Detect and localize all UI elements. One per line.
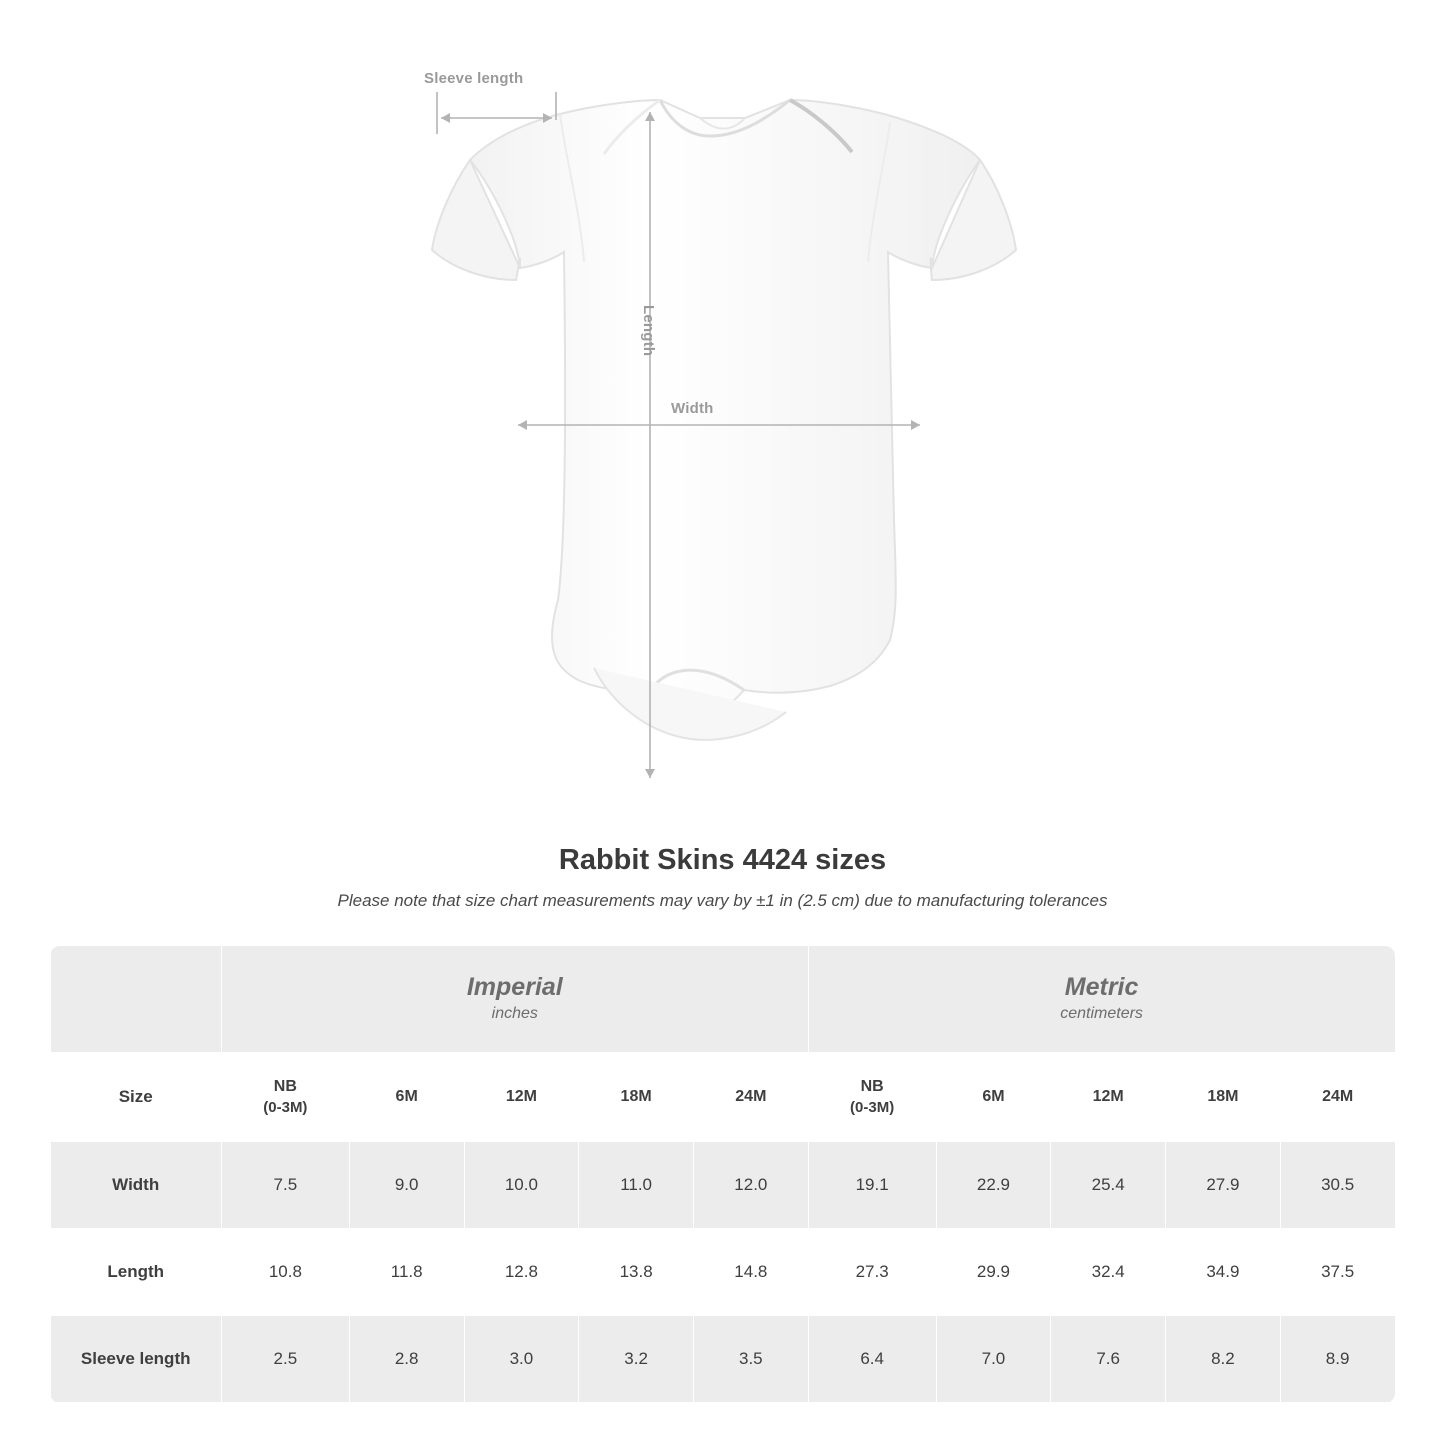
column-header-6m-metric: 6M (936, 1053, 1051, 1142)
column-header-row (50, 1053, 1395, 1142)
column-header-main: NB (273, 1077, 297, 1095)
column-header-sub: (0-3M) (263, 1098, 308, 1116)
unit-group-row (50, 946, 1395, 1053)
cell-length-nb-cm: 27.3 (808, 1229, 936, 1316)
cell-width-24m-in: 12.0 (693, 1142, 808, 1229)
column-header-nb-metric (808, 1053, 936, 1142)
cell-width-18m-cm: 27.9 (1166, 1142, 1281, 1229)
bodysuit-body (470, 100, 980, 720)
cell-width-nb-in: 7.5 (221, 1142, 349, 1229)
table-row (50, 1316, 1395, 1403)
length-label: Length (640, 305, 657, 357)
sleeve-length-label: Sleeve length (424, 70, 524, 87)
cell-width-nb-cm: 19.1 (808, 1142, 936, 1229)
unit-group-metric-sub: centimeters (1060, 1005, 1143, 1023)
unit-group-metric-title: Metric (1064, 973, 1139, 1002)
column-header-18m-imperial: 18M (579, 1053, 694, 1142)
table-row (50, 1229, 1395, 1316)
width-label: Width (671, 400, 714, 417)
cell-length-12m-cm: 32.4 (1051, 1229, 1166, 1316)
cell-width-6m-in: 9.0 (349, 1142, 464, 1229)
unit-group-imperial-sub: inches (491, 1005, 538, 1023)
column-header-sub: (0-3M) (850, 1098, 895, 1116)
row-label-length: Length (50, 1229, 221, 1316)
row-label-sleeve-length: Sleeve length (50, 1316, 221, 1403)
column-header-18m-metric: 18M (1166, 1053, 1281, 1142)
page-title: Rabbit Skins 4424 sizes (558, 844, 887, 876)
row-label-width: Width (50, 1142, 221, 1229)
cell-width-18m-in: 11.0 (579, 1142, 694, 1229)
table-row (50, 1142, 1395, 1229)
cell-width-6m-cm: 22.9 (936, 1142, 1051, 1229)
cell-sleeve-12m-cm: 7.6 (1051, 1316, 1166, 1403)
size-table-wrapper (50, 945, 1396, 1403)
cell-length-18m-in: 13.8 (579, 1229, 694, 1316)
cell-sleeve-24m-cm: 8.9 (1280, 1316, 1395, 1403)
cell-sleeve-6m-in: 2.8 (349, 1316, 464, 1403)
row-header-label: Size (50, 1053, 221, 1142)
column-header-main: NB (860, 1077, 884, 1095)
cell-sleeve-12m-in: 3.0 (464, 1316, 579, 1403)
column-header-24m-imperial: 24M (693, 1053, 808, 1142)
chart-headings (0, 844, 1445, 911)
cell-sleeve-18m-in: 3.2 (579, 1316, 694, 1403)
cell-width-24m-cm: 30.5 (1280, 1142, 1395, 1229)
cell-length-nb-in: 10.8 (221, 1229, 349, 1316)
cell-sleeve-18m-cm: 8.2 (1166, 1316, 1281, 1403)
cell-length-24m-cm: 37.5 (1280, 1229, 1395, 1316)
tolerance-note: Please note that size chart measurements may vary by ±1 in (2.5 cm) due to manufacturing tolerances (337, 891, 1108, 910)
unit-group-metric (808, 946, 1395, 1053)
cell-sleeve-24m-in: 3.5 (693, 1316, 808, 1403)
unit-group-imperial-title: Imperial (466, 973, 563, 1002)
column-header-12m-imperial: 12M (464, 1053, 579, 1142)
column-header-24m-metric: 24M (1280, 1053, 1395, 1142)
cell-length-24m-in: 14.8 (693, 1229, 808, 1316)
cell-width-12m-cm: 25.4 (1051, 1142, 1166, 1229)
cell-length-18m-cm: 34.9 (1166, 1229, 1281, 1316)
cell-length-12m-in: 12.8 (464, 1229, 579, 1316)
table-corner-cell (50, 946, 221, 1053)
cell-sleeve-6m-cm: 7.0 (936, 1316, 1051, 1403)
cell-sleeve-nb-in: 2.5 (221, 1316, 349, 1403)
cell-width-12m-in: 10.0 (464, 1142, 579, 1229)
cell-length-6m-in: 11.8 (349, 1229, 464, 1316)
column-header-6m-imperial: 6M (349, 1053, 464, 1142)
column-header-12m-metric: 12M (1051, 1053, 1166, 1142)
cell-sleeve-nb-cm: 6.4 (808, 1316, 936, 1403)
column-header-nb-imperial (221, 1053, 349, 1142)
cell-length-6m-cm: 29.9 (936, 1229, 1051, 1316)
size-table (50, 945, 1396, 1403)
unit-group-imperial (221, 946, 808, 1053)
